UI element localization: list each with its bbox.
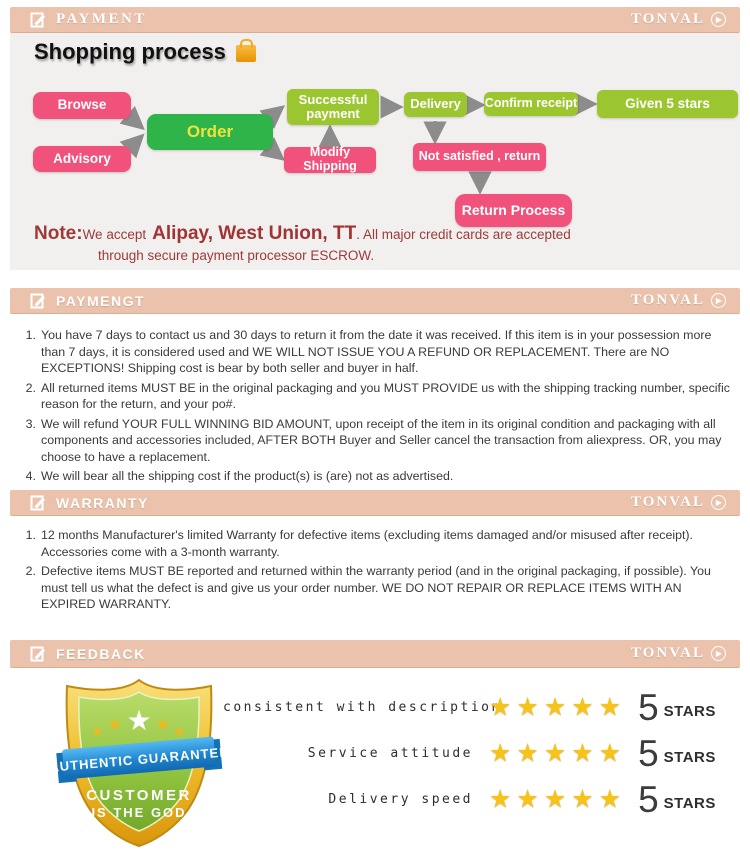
payment-term-item xyxy=(20,416,732,466)
rating-row xyxy=(223,688,716,726)
feedback-section xyxy=(10,676,740,853)
warranty-term-item xyxy=(20,527,732,560)
flow-node-modify-shipping: Modify Shipping xyxy=(284,147,376,173)
payment-note-line1 xyxy=(34,223,571,245)
play-circle-icon: ▶ xyxy=(711,646,726,661)
warranty-terms-list xyxy=(20,527,732,616)
five-stars-icon: ★★★★★ xyxy=(489,784,627,813)
edit-note-icon xyxy=(30,292,47,310)
header-left xyxy=(30,645,146,663)
edit-note-icon xyxy=(30,645,47,663)
note-line2: through secure payment processor ESCROW. xyxy=(98,248,375,263)
guarantee-badge xyxy=(55,676,223,853)
rating-row xyxy=(223,780,716,818)
rating-row xyxy=(223,734,716,772)
play-circle-icon: ▶ xyxy=(711,12,726,27)
term-number: 4. xyxy=(25,469,36,483)
section-header-payment xyxy=(10,7,740,33)
brand-label: TONVAL xyxy=(631,292,705,308)
term-number: 3. xyxy=(25,416,36,431)
flow-node-advisory: Advisory xyxy=(33,146,131,172)
rating-unit: STARS xyxy=(663,794,716,812)
warranty-term-item xyxy=(20,563,732,613)
shopping-flowchart xyxy=(10,88,740,233)
play-circle-icon: ▶ xyxy=(711,293,726,308)
header-right xyxy=(631,645,726,662)
badge-line1: CUSTOMER xyxy=(86,787,192,804)
badge-star-small: ★ xyxy=(173,723,186,739)
payment-note xyxy=(34,223,571,263)
flow-node-successful-payment: Successful payment xyxy=(287,89,379,125)
note-suffix: . All major credit cards are accepted xyxy=(356,227,571,242)
rating-unit: STARS xyxy=(663,702,716,720)
note-highlight: Alipay, West Union, TT xyxy=(152,223,357,244)
rating-value: 5 xyxy=(638,732,659,774)
flow-node-order: Order xyxy=(147,114,273,150)
flow-node-return-process: Return Process xyxy=(455,194,572,227)
header-right xyxy=(631,11,726,28)
edit-note-icon xyxy=(30,11,47,29)
header-right xyxy=(631,292,726,309)
badge-line2: IS THE GOD xyxy=(91,805,187,820)
rating-label: consistent with description xyxy=(223,699,502,715)
term-number: 1. xyxy=(25,328,36,342)
rating-value: 5 xyxy=(638,778,659,820)
brand-label: TONVAL xyxy=(631,645,705,661)
badge-star-small: ★ xyxy=(155,715,171,734)
term-text: 12 months Manufacturer's limited Warranty for defective items (excluding items damaged and/or misused after receipt). Accessories come with a 3-month warranty. xyxy=(41,528,694,559)
rating-rows xyxy=(223,676,750,853)
section-title: PAYMENGT xyxy=(56,292,146,309)
section-header-warranty xyxy=(10,490,740,516)
edit-note-icon xyxy=(30,494,47,512)
payment-term-item xyxy=(20,327,732,377)
section-header-feedback xyxy=(10,640,740,668)
badge-star-small: ★ xyxy=(107,715,123,734)
flow-node-confirm-receipt: Confirm receipt xyxy=(484,92,578,116)
flow-node-delivery: Delivery xyxy=(404,92,467,117)
brand-label: TONVAL xyxy=(631,11,705,27)
badge-ribbon-text: AUTHENTIC GUARANTEE xyxy=(55,744,223,775)
note-prefix: We accept xyxy=(82,227,147,242)
section-title: WARRANTY xyxy=(56,494,149,511)
rating-label: Service attitude xyxy=(307,745,473,761)
payment-term-item xyxy=(20,380,732,413)
section-header-paymengt xyxy=(10,288,740,314)
term-number: 2. xyxy=(25,564,36,578)
payment-term-item xyxy=(20,468,732,485)
term-text: We will bear all the shipping cost if the product(s) is (are) not as advertised. xyxy=(41,469,454,483)
term-text: All returned items MUST BE in the original packaging and you MUST PROVIDE us with the shipping tracking number, specific reason for the return, and your po#. xyxy=(41,380,730,411)
header-left xyxy=(30,292,145,310)
header-left xyxy=(30,11,147,29)
five-stars-icon: ★★★★★ xyxy=(489,738,627,767)
flow-node-browse: Browse xyxy=(33,92,131,119)
note-label: Note: xyxy=(34,223,83,244)
badge-star-center: ★ xyxy=(126,705,152,736)
badge-star-small: ★ xyxy=(91,723,104,739)
term-text: We will refund YOUR FULL WINNING BID AMOUNT, upon receipt of the item in its original condition and packaging with all components and accessories included, AFTER BOTH Buyer and Seller cancel the transaction from aliexpress. OR, you may choose to have a replacement. xyxy=(41,416,722,464)
term-number: 2. xyxy=(25,380,36,395)
shopping-process-title: Shopping process xyxy=(34,39,226,64)
shield-badge-icon xyxy=(55,676,223,848)
rating-label: Delivery speed xyxy=(328,791,473,807)
brand-label: TONVAL xyxy=(631,494,705,510)
term-number: 1. xyxy=(25,528,36,542)
rating-unit: STARS xyxy=(663,748,716,766)
header-left xyxy=(30,494,149,512)
term-text: Defective items MUST BE reported and returned within the warranty period (and in the original packaging, if possible). You must tell us what the defect is and give us your order number. WE DO NOT REPAIR OR REPLACE ITEMS WITH AN EXPIRED WARRANTY. xyxy=(41,564,711,611)
shopping-process-panel xyxy=(10,33,740,270)
section-title: PAYMENT xyxy=(56,11,147,27)
five-stars-icon: ★★★★★ xyxy=(489,692,627,721)
shopping-process-title-row xyxy=(34,39,256,65)
rating-value: 5 xyxy=(638,686,659,728)
term-text: You have 7 days to contact us and 30 days to return it from the date it was received. If this item is in your possession more than 7 days, it is considered used and WE WILL NOT ISSUE YOU A REFUND OR REPLACEMENT. There are NO EXCEPTIONS! Shipping cost is bear by both seller and buyer in half. xyxy=(41,328,712,375)
flow-node-not-satisfied: Not satisfied , return xyxy=(413,143,546,171)
shopping-bag-icon xyxy=(236,45,256,62)
flow-node-given-5-stars: Given 5 stars xyxy=(597,90,738,118)
play-circle-icon: ▶ xyxy=(711,495,726,510)
payment-terms-list xyxy=(20,327,732,488)
section-title: FEEDBACK xyxy=(56,645,146,662)
header-right xyxy=(631,494,726,511)
